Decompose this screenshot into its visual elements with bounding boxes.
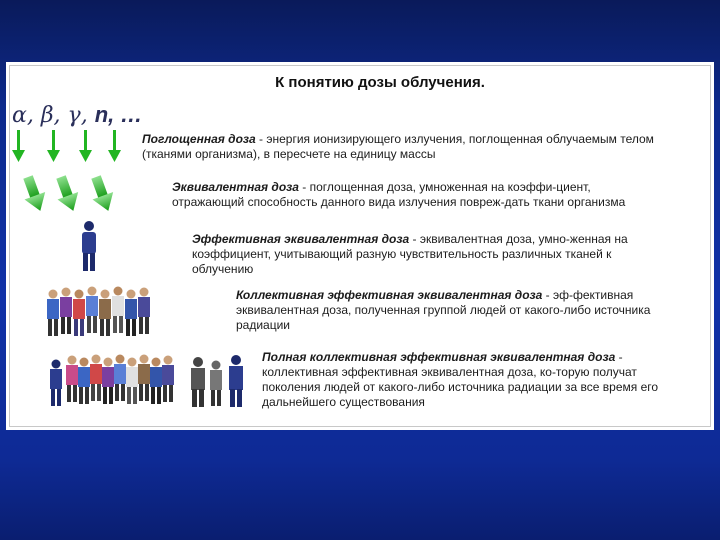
radiation-types-neutron: n, … xyxy=(94,102,143,127)
definition-term: Коллективная эффективная эквивалентная доза xyxy=(236,288,543,302)
arrow-down-right-icon xyxy=(51,173,84,214)
definition-text: - поглощенная доза, умноженная на коэффи-циент, отражающий способность данного вида излучения повреж-дать ткани организма xyxy=(172,180,626,209)
definition-term: Полная коллективная эффективная эквивалентная доза xyxy=(262,350,616,364)
definition-effective-equivalent-dose xyxy=(192,232,670,277)
slide-title: К понятию дозы облучения. xyxy=(275,74,485,91)
definition-text: - эф-фективная эквивалентная доза, полученная группой людей от какого-либо источника радиации xyxy=(236,288,651,332)
definition-collective-dose xyxy=(236,288,682,333)
definition-full-collective-dose xyxy=(262,350,692,410)
definition-term: Поглощенная доза xyxy=(142,132,256,146)
definition-equivalent-dose xyxy=(172,180,662,210)
definition-term: Эффективная эквивалентная доза xyxy=(192,232,410,246)
arrow-down-icon xyxy=(108,130,121,162)
arrow-down-right-icon xyxy=(86,173,119,214)
definition-text: - эквивалентная доза, умно-женная на коэффициент, учитывающий разную чувствительность различных тканей к облучению xyxy=(192,232,628,276)
definition-absorbed-dose xyxy=(142,132,662,162)
radiation-types-greek: α, β, γ, xyxy=(12,103,95,128)
arrow-down-icon xyxy=(47,130,60,162)
thin-arrows xyxy=(12,130,121,162)
definition-term: Эквивалентная доза xyxy=(172,180,299,194)
person-icon xyxy=(82,221,96,271)
people-group-icon xyxy=(47,287,150,337)
crowd-icon xyxy=(50,355,174,407)
slide-panel xyxy=(6,62,714,430)
definition-text: - коллективная эффективная эквивалентная доза, ко-торую получат поколения людей от какого-либо источника радиации за все время его дальнейшего существования xyxy=(262,350,659,409)
arrow-down-icon xyxy=(79,130,92,162)
arrow-down-icon xyxy=(12,130,25,162)
generations-icon xyxy=(191,355,243,407)
arrow-down-right-icon xyxy=(18,173,51,214)
thick-arrows xyxy=(18,173,119,214)
definition-text: - энергия ионизирующего излучения, поглощенная облучаемым телом (тканями организма), в пересчете на единицу массы xyxy=(142,132,654,161)
